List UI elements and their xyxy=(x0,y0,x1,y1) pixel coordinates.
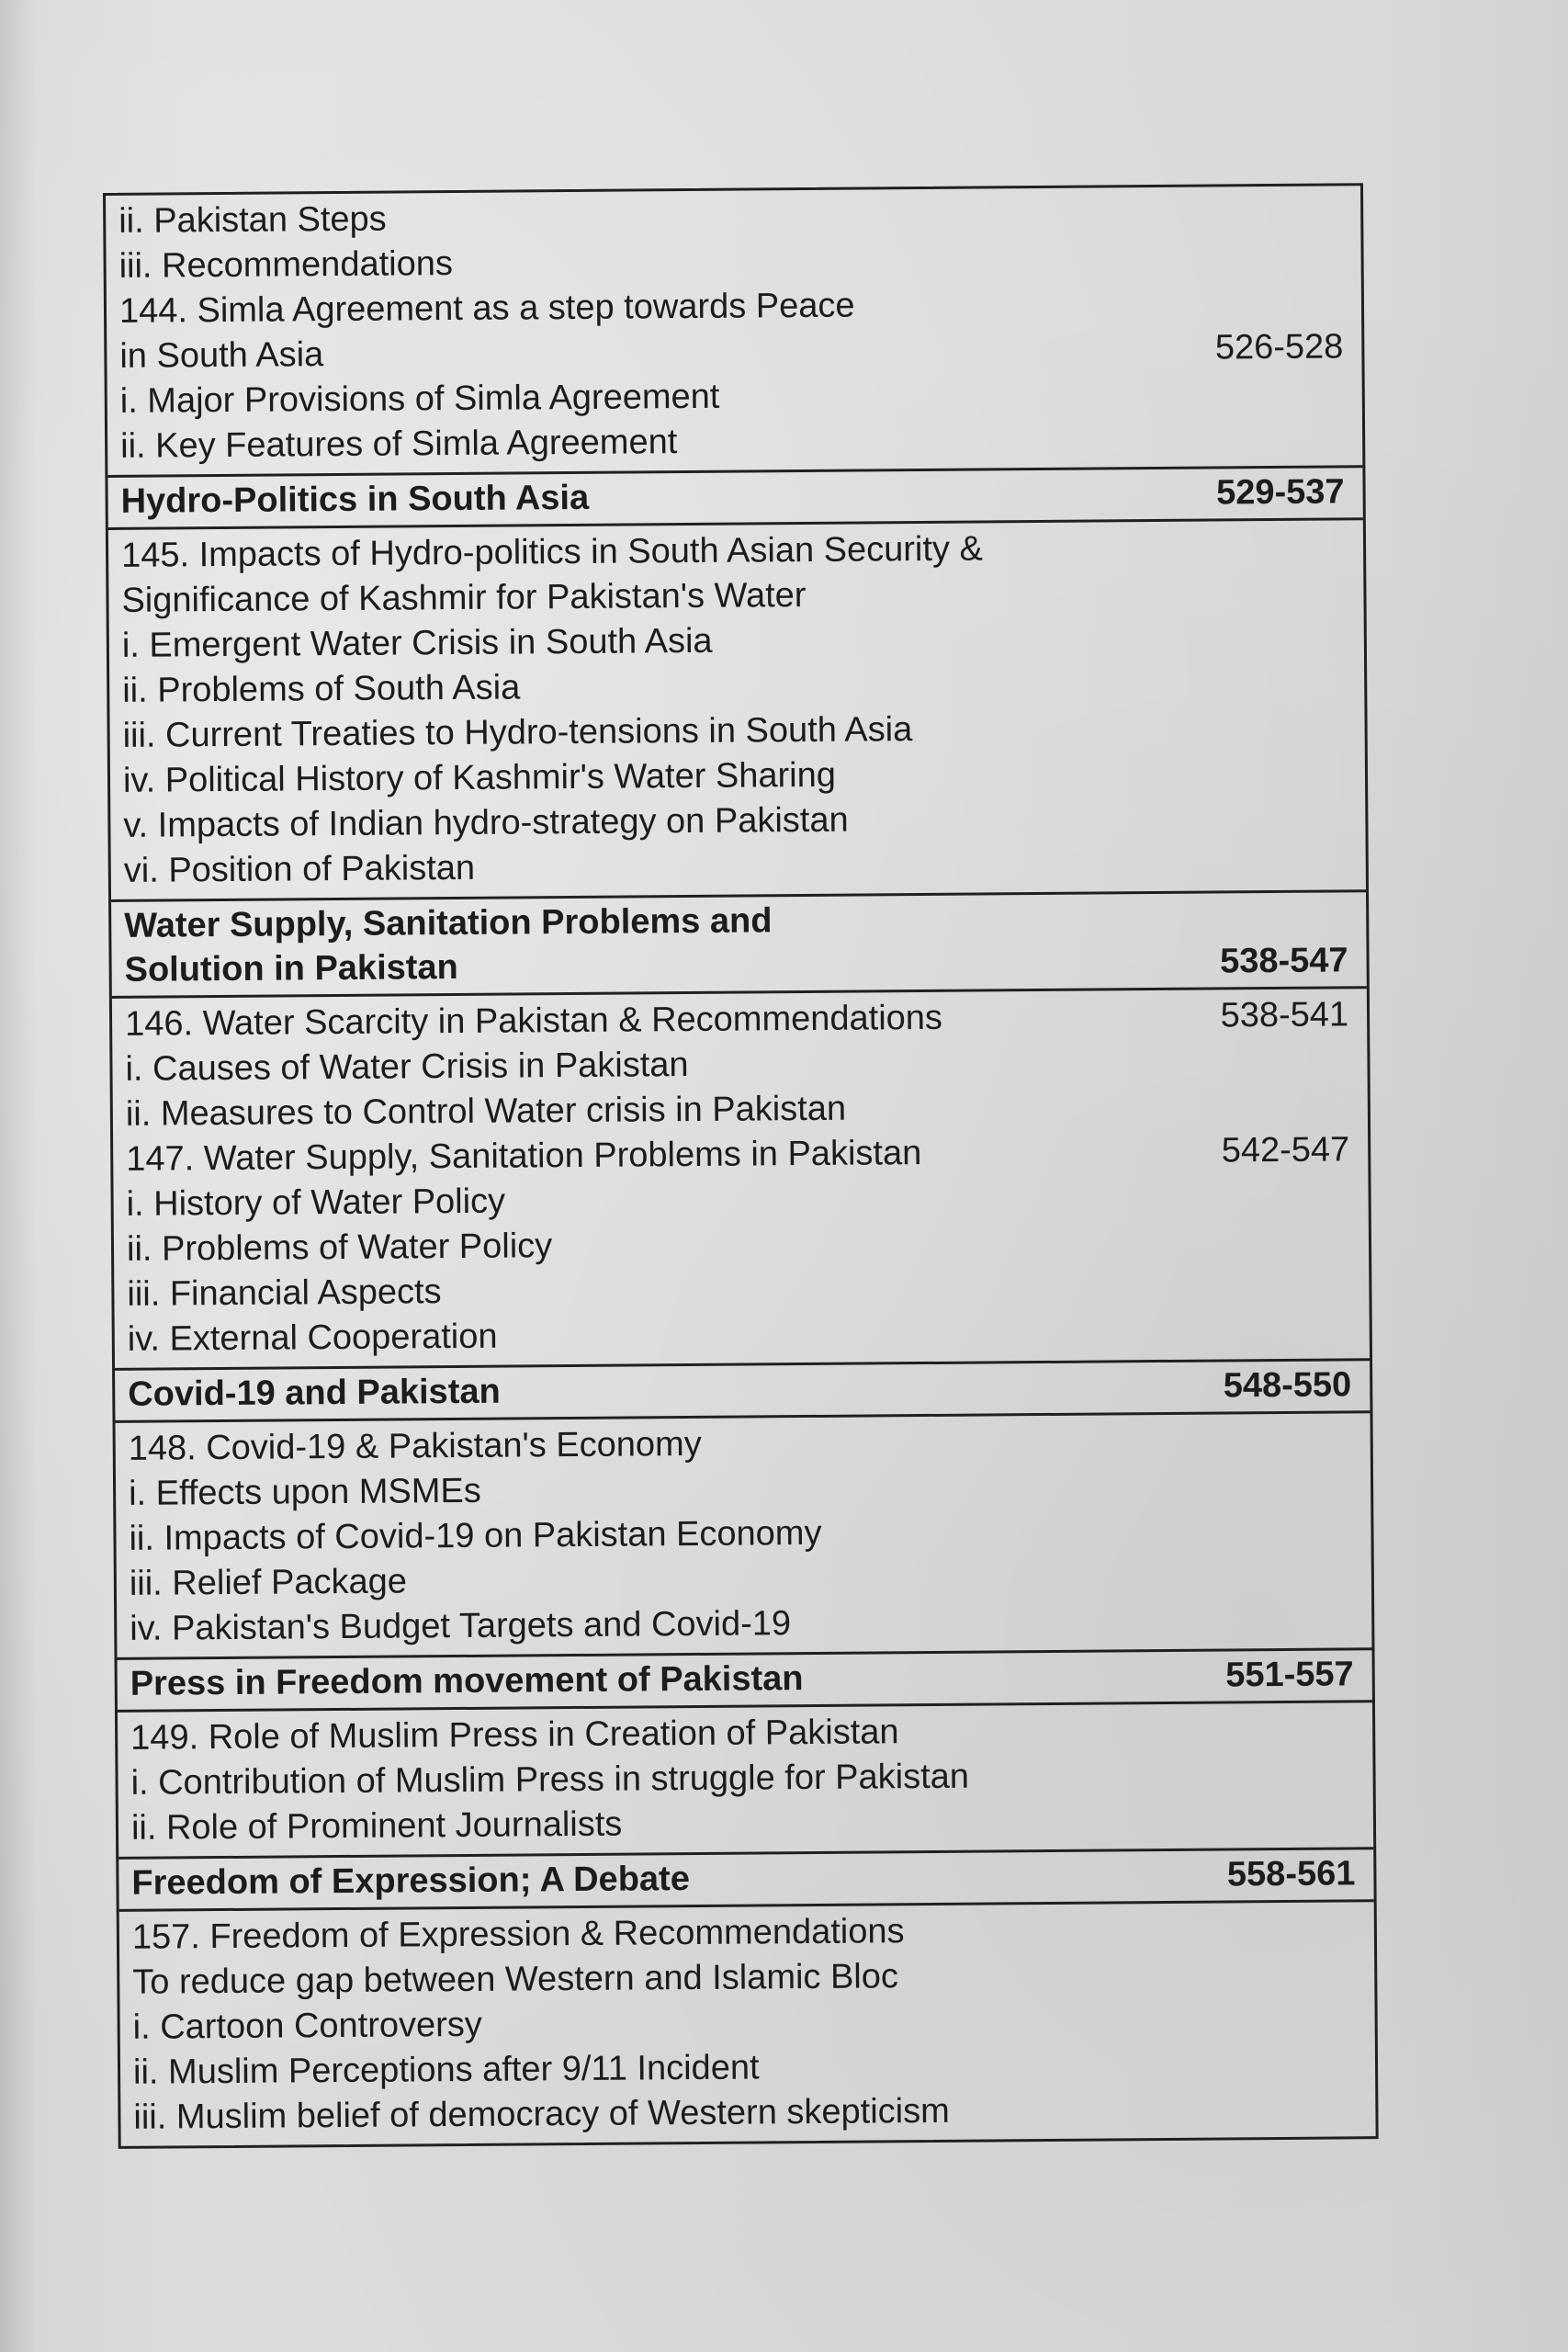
toc-line-text: ii. Problems of South Asia xyxy=(122,668,521,710)
toc-line-text: ii. Problems of Water Policy xyxy=(126,1227,553,1269)
section-title: Covid-19 and Pakistan xyxy=(128,1372,501,1414)
section-body xyxy=(116,1413,1372,1657)
section-body xyxy=(108,520,1366,899)
section-page-range: 558-561 xyxy=(1226,1854,1356,1894)
toc-line-text: in South Asia xyxy=(119,335,324,376)
toc-line-text: i. Major Provisions of Simla Agreement xyxy=(119,377,720,421)
toc-line-text: i. Emergent Water Crisis in South Asia xyxy=(121,621,713,665)
toc-line-text: 146. Water Scarcity in Pakistan & Recommendations xyxy=(124,998,943,1044)
toc-line xyxy=(133,2086,1362,2141)
toc-line-text: Significance of Kashmir for Pakistan's Water xyxy=(121,576,807,620)
toc-section xyxy=(118,1847,1375,2146)
toc-line-text: ii. Pakistan Steps xyxy=(118,199,387,241)
toc-line xyxy=(131,1796,1360,1851)
section-header xyxy=(118,1647,1372,1713)
section-page-range: 529-537 xyxy=(1215,472,1345,513)
section-page-range: 551-557 xyxy=(1225,1655,1354,1695)
section-title-line: Water Supply, Sanitation Problems and xyxy=(124,901,773,945)
toc-line-text: vi. Position of Pakistan xyxy=(123,848,476,890)
toc-line-text: 147. Water Supply, Sanitation Problems in Pakistan xyxy=(126,1134,922,1179)
toc-line-text: To reduce gap between Western and Islamic Bloc xyxy=(132,1957,899,2002)
toc-section xyxy=(111,889,1370,1368)
toc-line-text: iii. Relief Package xyxy=(129,1562,408,1603)
section-page-range: 538-547 xyxy=(1219,941,1348,981)
toc-line-text: 144. Simla Agreement as a step towards Peace xyxy=(118,286,855,331)
toc-section xyxy=(118,1647,1374,1857)
toc-line-text: ii. Key Features of Simla Agreement xyxy=(120,423,678,466)
section-header xyxy=(118,1847,1373,1912)
toc-line-pages: 542-547 xyxy=(1221,1130,1350,1170)
toc-line-text: i. Effects upon MSMEs xyxy=(128,1471,481,1513)
toc-line-text: iv. Pakistan's Budget Targets and Covid-19 xyxy=(130,1604,792,1648)
toc-line-text: 157. Freedom of Expression & Recommendations xyxy=(131,1912,905,1957)
section-body xyxy=(112,989,1370,1368)
section-header xyxy=(115,1358,1370,1423)
toc-line-text: iii. Financial Aspects xyxy=(127,1272,442,1314)
toc-line-text: iii. Muslim belief of democracy of Western skepticism xyxy=(133,2091,950,2137)
toc-section xyxy=(107,465,1366,899)
toc-line-text: i. History of Water Policy xyxy=(126,1182,506,1224)
toc-line-text: 149. Role of Muslim Press in Creation of Pakistan xyxy=(130,1713,899,1758)
toc-line-text: 148. Covid-19 & Pakistan's Economy xyxy=(128,1424,702,1468)
toc-line-text: ii. Role of Prominent Journalists xyxy=(130,1804,623,1848)
toc-line-text: iii. Current Treaties to Hydro-tensions in South Asia xyxy=(122,710,913,755)
toc-line-text: i. Cartoon Controversy xyxy=(132,2005,482,2047)
toc-line xyxy=(120,414,1349,469)
section-body xyxy=(118,1702,1373,1857)
toc-line-text: iii. Recommendations xyxy=(118,244,454,286)
toc-line-text: ii. Muslim Perceptions after 9/11 Incident xyxy=(132,2048,760,2092)
toc-line-pages: 538-541 xyxy=(1220,995,1349,1035)
section-title: Press in Freedom movement of Pakistan xyxy=(130,1659,804,1703)
table-of-contents xyxy=(103,183,1379,2149)
toc-line xyxy=(130,1597,1359,1652)
section-title-line: Solution in Pakistan xyxy=(124,947,458,989)
toc-continued-block xyxy=(106,186,1362,475)
toc-line-text: ii. Impacts of Covid-19 on Pakistan Economy xyxy=(129,1513,822,1558)
toc-line-text: iv. External Cooperation xyxy=(127,1317,498,1359)
section-header xyxy=(107,465,1362,530)
section-title: Freedom of Expression; A Debate xyxy=(131,1860,691,1903)
toc-line xyxy=(124,839,1353,894)
toc-line-text: ii. Measures to Control Water crisis in Pakistan xyxy=(125,1089,847,1134)
section-body xyxy=(119,1902,1376,2146)
toc-line-text: iv. Political History of Kashmir's Water Sharing xyxy=(122,755,837,800)
section-page-range: 548-550 xyxy=(1223,1365,1352,1406)
section-header xyxy=(111,889,1367,999)
toc-line xyxy=(128,1307,1357,1363)
section-title: Hydro-Politics in South Asia xyxy=(120,478,590,521)
toc-section xyxy=(115,1358,1371,1657)
toc-line-text: i. Contribution of Muslim Press in struggle for Pakistan xyxy=(130,1757,970,1803)
toc-line-text: i. Causes of Water Crisis in Pakistan xyxy=(125,1046,689,1089)
toc-line-text: 145. Impacts of Hydro-politics in South Asian Security & xyxy=(120,529,984,575)
toc-line-text: v. Impacts of Indian hydro-strategy on Pakistan xyxy=(123,800,849,845)
toc-line-pages: 526-528 xyxy=(1214,327,1344,368)
